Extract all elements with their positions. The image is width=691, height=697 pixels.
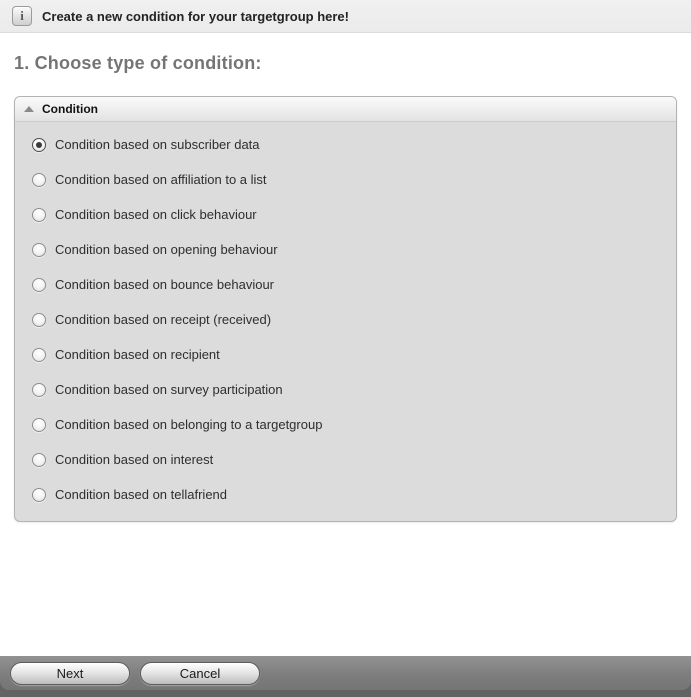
radio-button-icon[interactable] [32, 313, 46, 327]
collapse-triangle-icon[interactable] [24, 106, 34, 112]
radio-option-label: Condition based on subscriber data [55, 137, 260, 152]
radio-option-label: Condition based on survey participation [55, 382, 283, 397]
radio-option[interactable] [15, 127, 676, 162]
radio-option-label: Condition based on bounce behaviour [55, 277, 275, 292]
info-icon: i [12, 6, 32, 26]
radio-option[interactable] [15, 302, 676, 337]
radio-option-label: Condition based on interest [55, 452, 214, 467]
info-bar-message: Create a new condition for your targetgroup here! [42, 8, 349, 24]
radio-option[interactable] [15, 407, 676, 442]
info-bar [0, 0, 691, 33]
radio-option-label: Condition based on tellafriend [55, 487, 228, 502]
radio-button-icon[interactable] [32, 138, 46, 152]
radio-option[interactable] [15, 232, 676, 267]
cancel-button[interactable]: Cancel [140, 662, 260, 685]
radio-option-label: Condition based on click behaviour [55, 207, 257, 222]
radio-button-icon[interactable] [32, 278, 46, 292]
footer [0, 656, 691, 697]
radio-button-icon[interactable] [32, 348, 46, 362]
radio-option-label: Condition based on belonging to a targetgroup [55, 417, 323, 432]
condition-options-list [15, 122, 676, 521]
next-button[interactable]: Next [10, 662, 130, 685]
radio-button-icon[interactable] [32, 173, 46, 187]
radio-button-icon[interactable] [32, 243, 46, 257]
condition-panel-header[interactable] [15, 97, 676, 122]
radio-option-label: Condition based on recipient [55, 347, 220, 362]
radio-option-label: Condition based on opening behaviour [55, 242, 278, 257]
condition-panel-title: Condition [42, 102, 98, 116]
page-title: 1. Choose type of condition: [14, 53, 262, 73]
radio-button-icon[interactable] [32, 488, 46, 502]
radio-option[interactable] [15, 477, 676, 512]
radio-button-icon[interactable] [32, 208, 46, 222]
radio-button-icon[interactable] [32, 418, 46, 432]
radio-option[interactable] [15, 372, 676, 407]
radio-option[interactable] [15, 442, 676, 477]
condition-panel [14, 96, 677, 522]
radio-button-icon[interactable] [32, 383, 46, 397]
radio-option[interactable] [15, 197, 676, 232]
radio-option[interactable] [15, 162, 676, 197]
radio-option-label: Condition based on affiliation to a list [55, 172, 267, 187]
radio-option-label: Condition based on receipt (received) [55, 312, 272, 327]
radio-option[interactable] [15, 267, 676, 302]
radio-option[interactable] [15, 337, 676, 372]
footer-bar [0, 656, 691, 690]
radio-button-icon[interactable] [32, 453, 46, 467]
